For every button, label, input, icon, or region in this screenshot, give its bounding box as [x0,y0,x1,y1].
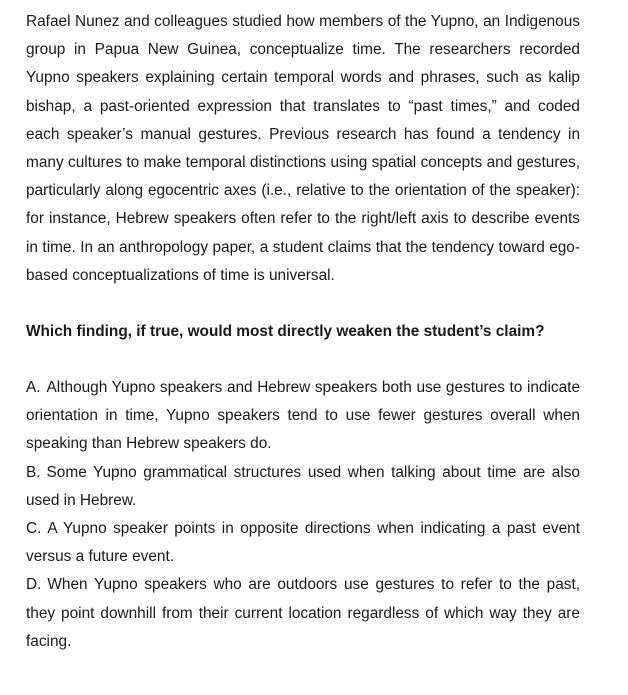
answer-choices [26,374,580,656]
answer-choice-c[interactable] [26,515,580,571]
passage-text: Rafael Nunez and colleagues studied how members of the Yupno, an Indigenous group in Papua New Guinea, conceptualize time. The researchers recorded Yupno speakers explaining certain temporal words and phrases, such as kalip bishap, a past-oriented expression that translates to “past times,” and coded each speaker’s manual gestures. Previous research has found a tendency in many cultures to make temporal distinctions using spatial concepts and gestures, particularly along egocentric axes (i.e., relative to the orientation of the speaker): for instance, Hebrew speakers often refer to the right/left axis to describe events in time. In an anthropology paper, a student claims that the tendency toward ego-based conceptualizations of time is universal. [26,13,580,284]
choice-letter: B. [26,463,41,481]
choice-letter: C. [26,520,42,538]
choice-letter: D. [26,576,42,594]
answer-choice-b[interactable] [26,459,580,515]
answer-choice-a[interactable] [26,374,580,459]
choice-text: Although Yupno speakers and Hebrew speakers both use gestures to indicate orientation in time, Yupno speakers tend to use fewer gestures overall when speaking than Hebrew speakers do. [26,379,580,453]
choice-text: Some Yupno grammatical structures used when talking about time are also used in Hebrew. [26,463,580,509]
question-stem: Which finding, if true, would most directly weaken the student’s claim? [26,323,545,341]
choice-letter: A. [26,379,41,397]
answer-choice-d[interactable] [26,571,580,656]
choice-text: When Yupno speakers who are outdoors use gestures to refer to the past, they point downhill from their current location regardless of which way they are facing. [26,576,580,650]
choice-text: A Yupno speaker points in opposite directions when indicating a past event versus a future event. [26,520,580,566]
